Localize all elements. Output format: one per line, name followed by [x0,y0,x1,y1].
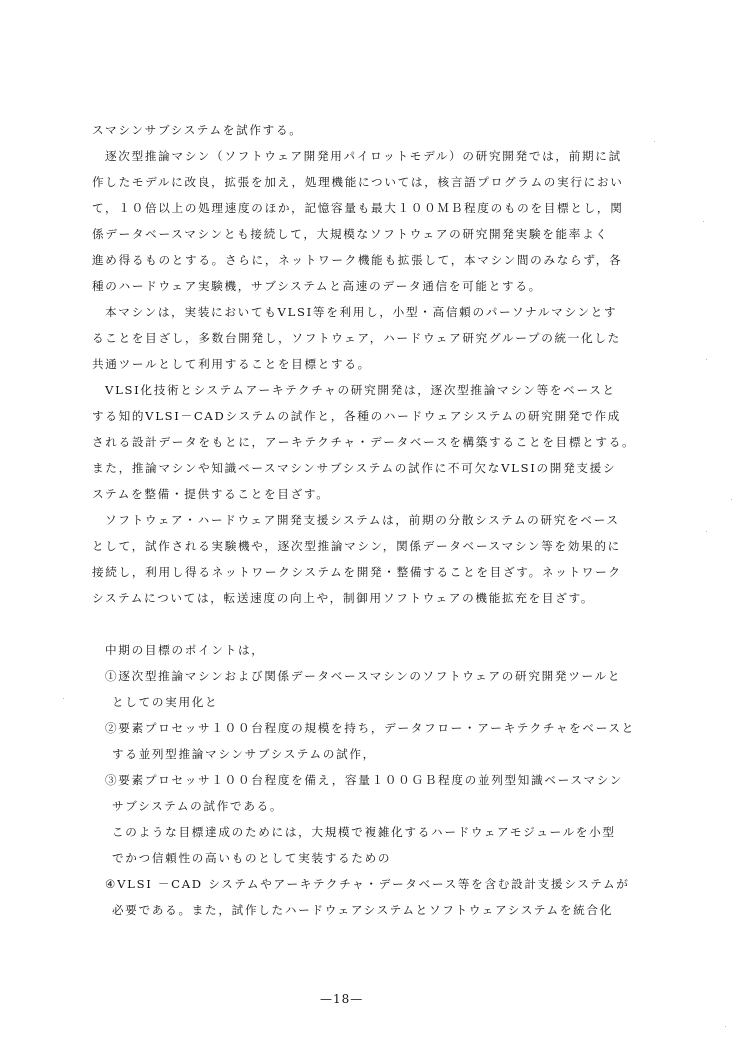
text-line: でかつ信頼性の高いものとして実装するための [112,851,392,865]
text-line: また，推論マシンや知識ベースマシンサブシステムの試作に不可欠なVLSIの開発支援シ [92,461,617,475]
text-line: VLSI化技術とシステムアーキテクチャの研究開発は，逐次型推論マシン等をベースと [105,383,616,397]
list-item: ②要素プロセッサ１００台程度の規模を持ち，データフロー・アーキテクチャをベースと [105,721,636,735]
text-line: 必要である。また，試作したハードウェアシステムとソフトウェアシステムを統合化 [112,903,613,917]
text-line: 接続し，利用し得るネットワークシステムを開発・整備することを目ざす。ネットワーク [92,565,622,579]
text-line: 本マシンは，実装においてもVLSI等を利用し，小型・高信頼のパーソナルマシンとす [105,305,618,319]
text-line: する並列型推論マシンサブシステムの試作， [112,747,376,761]
list-item: ④VLSI －CAD システムやアーキテクチャ・データベース等を含む設計支援システムが [105,877,630,891]
text-line: 中期の目標のポイントは， [105,643,265,657]
scan-speck [731,499,732,500]
scan-speck [703,221,704,222]
scan-speck [725,1026,726,1027]
text-line: 進め得るものとする。さらに，ネットワーク機能も拡張して，本マシン間のみならず，各 [92,253,623,267]
scan-speck [706,531,707,532]
text-line: スマシンサブシステムを試作する。 [92,123,303,137]
text-line: 逐次型推論マシン（ソフトウェア開発用パイロットモデル）の研究開発では，前期に試 [105,149,622,163]
text-line: ることを目ざし，多数台開発し，ソフトウェア，ハードウェア研究グループの統一化した [92,331,621,345]
scan-speck [63,698,64,699]
text-line: て，１０倍以上の処理速度のほか，記憶容量も最大１００ＭＢ程度のものを目標とし，関 [92,201,624,215]
text-line: として，試作される実験機や，逐次型推論マシン，関係データベースマシン等を効果的に [92,539,621,553]
text-line: ソフトウェア・ハードウェア開発支援システムは，前期の分散システムの研究をベース [105,513,620,527]
text-line: システムについては，転送速度の向上や，制御用ソフトウェアの機能拡充を目ざす。 [92,591,595,605]
scan-speck [706,359,707,360]
text-line: する知的VLSI－CADシステムの試作と，各種のハードウェアシステムの研究開発で作成 [92,409,622,423]
scan-speck [654,141,655,142]
text-line: 係データベースマシンとも接続して，大規模なソフトウェアの研究開発実験を能率よく [92,227,609,241]
text-line: 共通ツールとして利用することを目標とする。 [92,357,371,371]
text-line: サブシステムの試作である。 [112,799,284,813]
list-item: ③要素プロセッサ１００台程度を備え，容量１００ＧＢ程度の並列型知識ベースマシン [105,773,624,787]
text-line: 作したモデルに改良，拡張を加え，処理機能については，核言語プログラムの実行におい [92,175,624,189]
text-line: ステムを整備・提供することを目ざす。 [92,487,330,501]
text-line: としての実用化と [112,695,219,709]
page-number: —18— [320,992,364,1006]
text-line: このような目標達成のためには，大規模で複雑化するハードウェアモジュールを小型 [112,825,616,839]
text-line: 種のハードウェア実験機，サブシステムと高速のデータ通信を可能とする。 [92,279,542,293]
text-line: される設計データをもとに，アーキテクチャ・データベースを構築することを目標とする。 [92,435,636,449]
list-item: ①逐次型推論マシンおよび関係データベースマシンのソフトウェアの研究開発ツールと [105,669,622,683]
